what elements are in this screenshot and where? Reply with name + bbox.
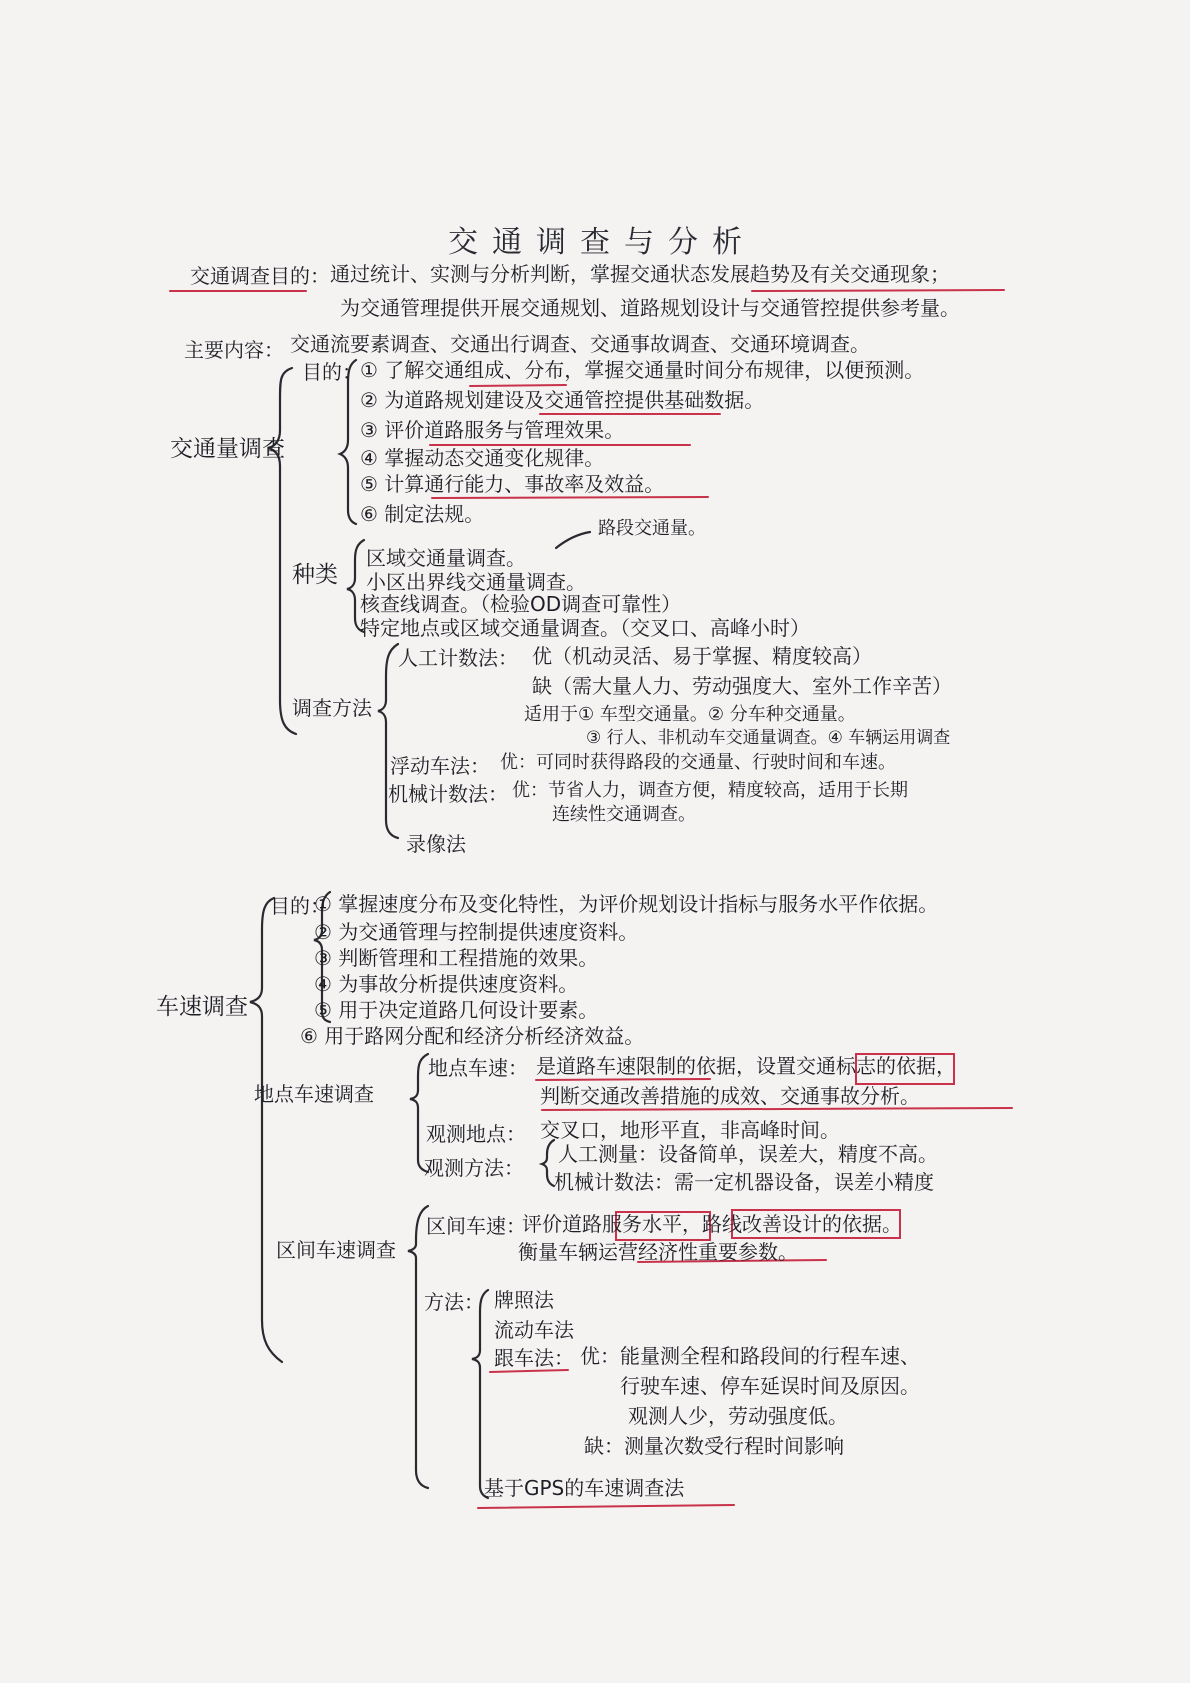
observation-method-label: 观测方法： [424,1156,524,1180]
volume-kinds-label: 种类 [292,562,338,588]
speed-main-brace [250,898,282,1362]
purpose-label: 交通调查目的： [190,264,330,288]
purpose-line-1: 通过统计、实测与分析判断，掌握交通状态发展趋势及有关交通现象； [330,262,950,286]
volume-kind-3: 核查线调查。（检验OD调查可靠性） [360,592,682,616]
speed-purpose-6: ⑥ 用于路网分配和经济分析经济效益。 [300,1024,645,1048]
volume-kind-2: 小区出界线交通量调查。 [366,570,586,594]
content-text: 交通流要素调查、交通出行调查、交通事故调查、交通环境调查。 [290,332,870,356]
machine-count-text-1: 优：节省人力，调查方便，精度较高，适用于长期 [512,780,908,801]
spot-method-brace [542,1140,554,1186]
speed-purpose-5: ⑤ 用于决定道路几何设计要素。 [314,998,599,1022]
observation-place-label: 观测地点： [426,1122,526,1146]
car-follow-pro-1: 优：能量测全程和路段间的行程车速、 [580,1344,920,1368]
volume-purpose-6: ⑥ 制定法规。 [360,502,485,526]
manual-count-label: 人工计数法： [398,646,518,670]
volume-methods-brace [378,644,398,838]
volume-kind-1: 区域交通量调查。 [366,546,526,570]
underline-volume-5 [432,497,708,498]
floating-car-label: 浮动车法： [390,754,490,778]
speed-purpose-label: 目的： [270,894,330,918]
spot-speed-def-1: 是道路车速限制的依据，设置交通标志的依据， [536,1054,956,1078]
section-method-label: 方法： [424,1290,484,1314]
underline-volume-1 [470,385,566,386]
kinds-note-pointer [556,532,590,548]
volume-purpose-5: ⑤ 计算通行能力、事故率及效益。 [360,472,665,496]
floating-car-text: 优：可同时获得路段的交通量、行驶时间和车速。 [500,752,896,773]
section-method-brace [472,1290,488,1498]
spot-speed-heading: 地点车速调查 [254,1082,374,1106]
video-method-label: 录像法 [406,832,466,856]
speed-heading: 车速调查 [156,994,248,1020]
moving-car-method: 流动车法 [494,1318,574,1342]
content-label: 主要内容： [184,338,284,362]
underline-car-follow [490,1370,568,1372]
speed-purpose-1: ① 掌握速度分布及变化特性，为评价规划设计指标与服务水平作依据。 [314,892,939,916]
speed-purpose-3: ③ 判断管理和工程措施的效果。 [314,946,599,970]
spot-speed-brace [410,1054,428,1172]
volume-purpose-1: ① 了解交通组成、分布，掌握交通量时间分布规律，以便预测。 [360,358,925,382]
spot-speed-def-label: 地点车速： [428,1056,528,1080]
underline-spot-analysis [542,1108,1012,1110]
plate-method: 牌照法 [494,1288,554,1312]
car-follow-con: 缺：测量次数受行程时间影响 [584,1434,844,1458]
volume-purpose-2: ② 为道路规划建设及交通管控提供基础数据。 [360,388,765,412]
observation-place-text: 交叉口，地形平直，非高峰时间。 [540,1118,840,1142]
machine-count-text-2: 连续性交通调查。 [552,804,696,825]
observation-method-1: 人工测量：设备简单，误差大，精度不高。 [558,1142,938,1166]
spot-speed-def-2: 判断交通改善措施的成效、交通事故分析。 [540,1084,920,1108]
speed-purpose-2: ② 为交通管理与控制提供速度资料。 [314,920,639,944]
volume-kinds-note: 路段交通量。 [598,518,706,539]
underline-trend [752,290,1004,291]
manual-count-use-1: 适用于① 车型交通量。② 分车种交通量。 [524,704,856,725]
section-speed-def-label: 区间车速： [426,1214,526,1238]
section-speed-brace [408,1206,428,1488]
section-speed-def-2: 衡量车辆运营经济性重要参数。 [518,1240,798,1264]
section-speed-heading: 区间车速调查 [276,1238,396,1262]
volume-methods-label: 调查方法 [292,696,372,720]
speed-purpose-4: ④ 为事故分析提供速度资料。 [314,972,579,996]
manual-count-con: 缺（需大量人力、劳动强度大、室外工作辛苦） [532,674,952,698]
volume-main-brace [268,368,296,734]
underline-gps [478,1505,734,1508]
section-speed-def-1: 评价道路服务水平，路线改善设计的依据。 [522,1212,902,1236]
manual-count-use-2: ③ 行人、非机动车交通量调查。④ 车辆运用调查 [586,728,951,748]
volume-purpose-brace [340,360,356,524]
underline-spot-def [536,1079,710,1080]
volume-heading: 交通量调查 [170,436,285,462]
machine-count-label: 机械计数法： [388,782,508,806]
page-title: 交通调查与分析 [448,225,756,260]
car-follow-pro-2: 行驶车速、停车延误时间及原因。 [620,1374,920,1398]
car-follow-label: 跟车法： [494,1346,574,1370]
volume-purpose-4: ④ 掌握动态交通变化规律。 [360,446,605,470]
observation-method-2: 机械计数法：需一定机器设备，误差小精度 [554,1170,934,1194]
volume-purpose-3: ③ 评价道路服务与管理效果。 [360,418,625,442]
gps-speed-method: 基于GPS的车速调查法 [484,1476,685,1500]
volume-kind-4: 特定地点或区域交通量调查。（交叉口、高峰小时） [360,616,810,640]
purpose-line-2: 为交通管理提供开展交通规划、道路规划设计与交通管控提供参考量。 [340,296,960,320]
volume-purpose-label: 目的： [302,360,362,384]
manual-count-pro: 优（机动灵活、易于掌握、精度较高） [532,644,872,668]
car-follow-pro-3: 观测人少，劳动强度低。 [628,1404,848,1428]
